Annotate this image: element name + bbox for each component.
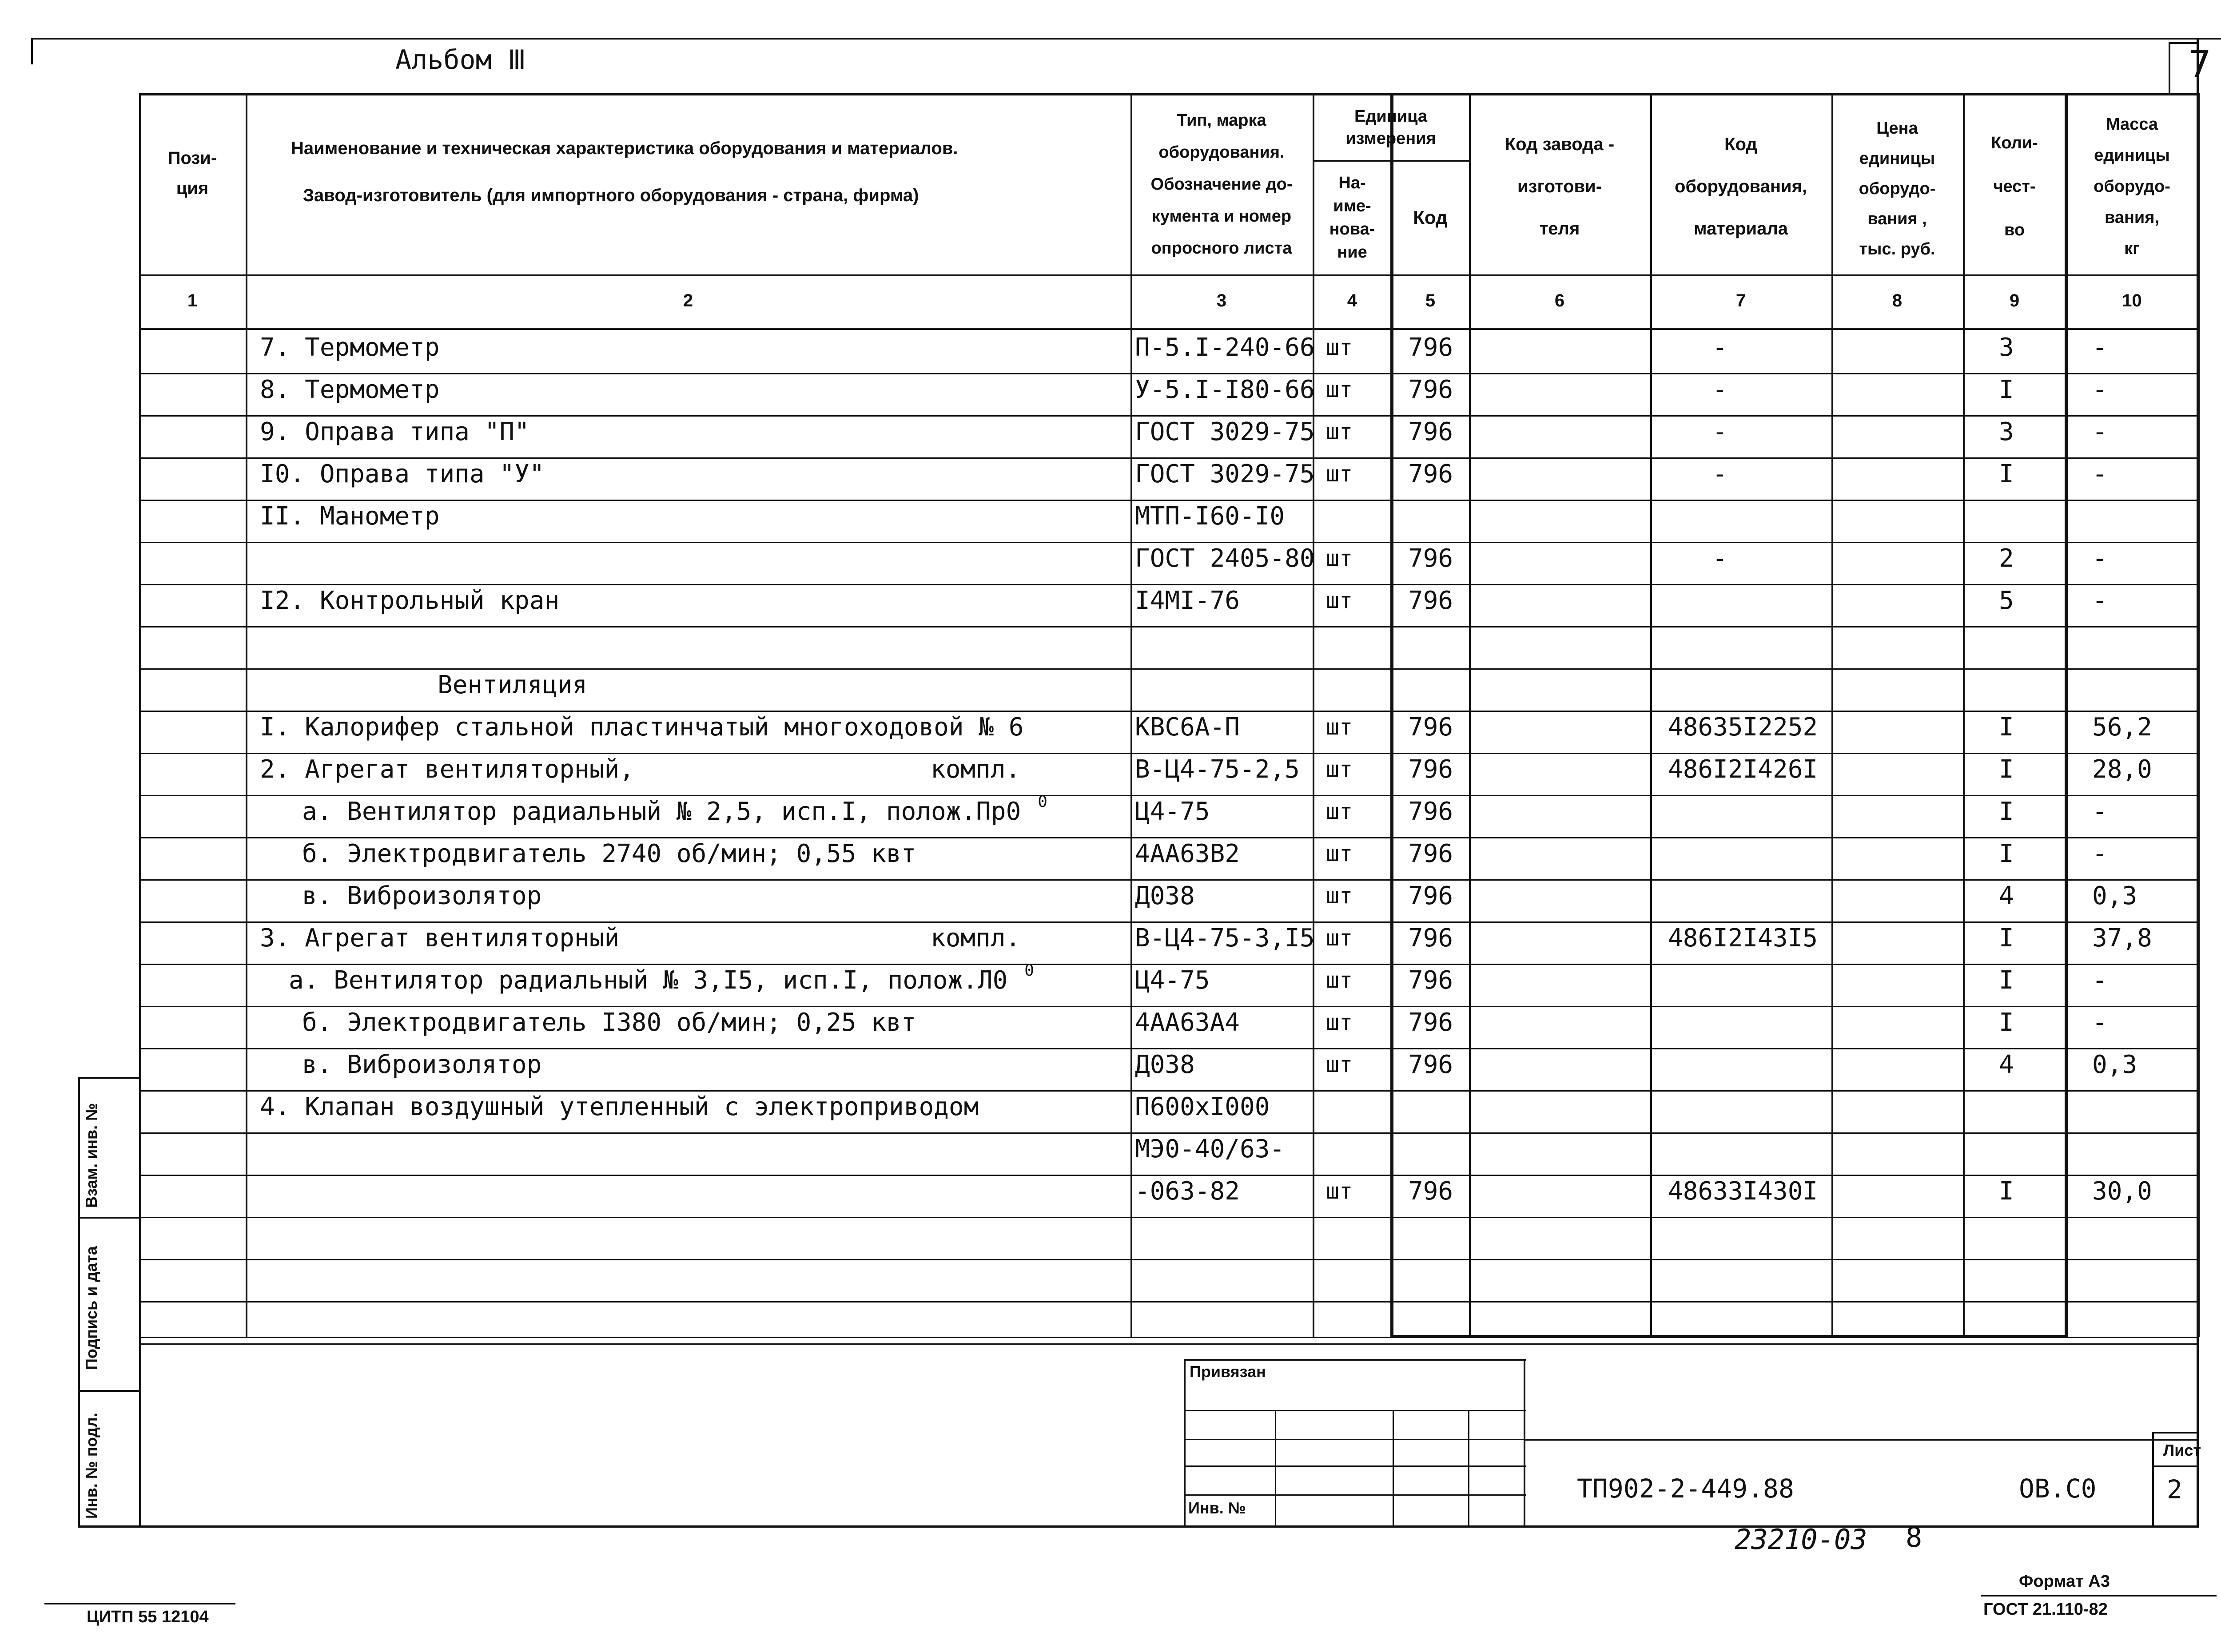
column-number: 9 — [2009, 291, 2020, 310]
item-quantity: I — [1999, 1177, 2014, 1206]
list-box-top — [2152, 1432, 2198, 1434]
item-name: I. Калорифер стальной пластинчатый многоходовой № 6 — [260, 713, 1024, 742]
list-box-left — [2152, 1432, 2154, 1528]
stamp-col-2 — [1393, 1410, 1394, 1528]
item-quantity: 4 — [1999, 882, 2014, 910]
item-mass: - — [2092, 375, 2107, 404]
item-mass: 30,0 — [2092, 1177, 2152, 1206]
header-factory-code: Код завода - изготови- теля — [1505, 134, 1615, 238]
sheetno-box-left — [2169, 42, 2170, 95]
item-name: а. Вентилятор радиальный № 3,I5, исп.I, полож.Л0 — [289, 966, 1008, 995]
frame-bottom — [140, 1525, 2199, 1528]
item-name: 3. Агрегат вентиляторный — [260, 924, 620, 953]
item-equipment-code: - — [1712, 460, 1727, 488]
item-code: 796 — [1408, 1050, 1453, 1079]
list-box-split — [2152, 1465, 2198, 1467]
handwritten-number: 23210-03 — [1735, 1523, 1867, 1556]
header-position: Пози- ция — [167, 148, 217, 198]
item-mass: - — [2092, 966, 2107, 995]
column-line-4 — [1390, 93, 1393, 1337]
column-number: 3 — [1216, 291, 1227, 310]
column-line-1 — [246, 93, 247, 1337]
item-type: Ц4-75 — [1135, 797, 1210, 826]
header-name-line2: Завод-изготовитель (для импортного оборудования - страна, фирма) — [303, 186, 919, 205]
item-unit: шт — [1326, 841, 1353, 866]
item-name: 7. Термометр — [260, 333, 440, 362]
item-quantity: 3 — [1999, 333, 2014, 362]
title-block-top — [1524, 1439, 2198, 1441]
item-mass: - — [2092, 460, 2107, 488]
stamp-col-1 — [1275, 1410, 1276, 1528]
item-code: 796 — [1408, 333, 1453, 362]
item-name: 2. Агрегат вентиляторный, — [260, 755, 634, 784]
item-unit-suffix: компл. — [931, 755, 1021, 784]
item-name: а. Вентилятор радиальный № 2,5, исп.I, полож.Пр0 — [302, 797, 1021, 826]
item-equipment-code: 48635I2252 — [1668, 713, 1818, 742]
item-equipment-code: - — [1712, 544, 1727, 573]
item-code: 796 — [1408, 839, 1453, 868]
column-line-9 — [2065, 93, 2068, 1337]
item-equipment-code: 486I2I43I5 — [1668, 924, 1818, 953]
item-unit: шт — [1326, 1178, 1353, 1204]
footer-rule-right — [1981, 1595, 2217, 1596]
item-mass: 28,0 — [2092, 755, 2152, 784]
item-name: 4. Клапан воздушный утепленный с электроприводом — [260, 1092, 979, 1121]
item-name: I2. Контрольный кран — [260, 586, 560, 615]
body-bottom — [139, 1337, 2198, 1338]
stamp-privyazan: Привязан — [1190, 1362, 1266, 1381]
item-quantity: I — [1999, 713, 2014, 742]
album-title: Альбом Ⅲ — [395, 44, 526, 75]
item-equipment-code: - — [1712, 333, 1727, 362]
item-code: 796 — [1408, 544, 1453, 573]
item-unit-suffix: компл. — [931, 924, 1021, 953]
item-code: 796 — [1408, 586, 1453, 615]
column-line-2 — [1130, 93, 1132, 1337]
item-type: Ц4-75 — [1135, 966, 1210, 995]
item-unit: шт — [1326, 714, 1353, 740]
item-type: -063-82 — [1135, 1177, 1240, 1206]
item-unit: шт — [1326, 925, 1353, 951]
item-mass: - — [2092, 797, 2107, 826]
stamp-col-3 — [1468, 1410, 1469, 1528]
item-quantity: I — [1999, 1008, 2014, 1037]
item-code: 796 — [1408, 1177, 1453, 1206]
item-unit: шт — [1326, 377, 1353, 402]
side-label-inv-podl: Инв. № подл. — [82, 1413, 100, 1519]
frame-tick — [31, 38, 33, 64]
item-quantity: 2 — [1999, 544, 2014, 573]
item-type: МЭ0-40/63- — [1135, 1135, 1285, 1164]
strip-div-1 — [78, 1217, 140, 1219]
stamp-list-label: Лист — [2163, 1441, 2201, 1459]
strip-bottom — [78, 1525, 140, 1528]
item-code: 796 — [1408, 755, 1453, 784]
column-number: 7 — [1735, 291, 1746, 310]
item-type: МТП-I60-I0 — [1135, 502, 1285, 531]
column-number: 1 — [187, 291, 198, 310]
column-number: 8 — [1892, 291, 1903, 310]
column-number: 5 — [1425, 291, 1436, 310]
column-line-10 — [2198, 93, 2200, 1337]
item-name: 9. Оправа типа "П" — [260, 417, 529, 446]
header-mass: Масса единицы оборудо- вания, кг — [2094, 115, 2170, 258]
header-name-line1: Наименование и техническая характеристика оборудования и материалов. — [291, 139, 958, 158]
header-bottom — [139, 274, 2198, 276]
item-quantity: I — [1999, 839, 2014, 868]
column-line-5 — [1469, 93, 1471, 1337]
item-type: I4MI-76 — [1135, 586, 1240, 615]
item-mass: - — [2092, 839, 2107, 868]
item-name: I0. Оправа типа "У" — [260, 460, 545, 488]
item-type: У-5.I-I80-66 — [1135, 375, 1315, 404]
position-degree-mark: 0 — [1024, 961, 1034, 980]
item-type: Д038 — [1135, 1050, 1195, 1079]
stamp-doc-code: ТП902-2-449.88 — [1577, 1473, 1794, 1504]
footer-rule-left — [44, 1603, 235, 1604]
item-mass: 0,3 — [2092, 1050, 2137, 1079]
column-line-3 — [1313, 93, 1314, 1337]
row-line — [139, 626, 2198, 627]
item-code: 796 — [1408, 966, 1453, 995]
item-mass: 0,3 — [2092, 882, 2137, 910]
stamp-section: ОВ.С0 — [2019, 1473, 2097, 1504]
item-unit: шт — [1326, 419, 1353, 445]
item-quantity: I — [1999, 966, 2014, 995]
item-quantity: I — [1999, 375, 2014, 404]
item-type: В-Ц4-75-3,I5 — [1135, 924, 1315, 953]
stamp-inv-no: Инв. № — [1188, 1499, 1246, 1517]
header-unit-code: Код — [1413, 207, 1448, 228]
item-type: 4АА63А4 — [1135, 1008, 1240, 1037]
stamp-left — [1184, 1359, 1186, 1528]
row-line — [139, 1259, 2198, 1260]
strip-top — [78, 1077, 140, 1079]
item-code: 796 — [1408, 713, 1453, 742]
item-type: Д038 — [1135, 882, 1195, 910]
item-code: 796 — [1408, 375, 1453, 404]
item-mass: - — [2092, 417, 2107, 446]
side-label-vzam: Взам. инв. № — [82, 1103, 100, 1208]
stamp-row-1 — [1184, 1410, 1526, 1411]
position-degree-mark: 0 — [1038, 793, 1047, 811]
item-code: 796 — [1408, 924, 1453, 953]
item-type: ГОСТ 3029-75 — [1135, 417, 1315, 446]
item-equipment-code: 486I2I426I — [1668, 755, 1818, 784]
item-code: 796 — [1408, 460, 1453, 488]
item-name: II. Манометр — [260, 502, 440, 531]
stamp-list-number: 2 — [2167, 1474, 2182, 1505]
footer-gost: ГОСТ 21.110-82 — [1983, 1600, 2108, 1619]
item-type: В-Ц4-75-2,5 — [1135, 755, 1300, 784]
column-number: 10 — [2122, 291, 2142, 310]
item-name: б. Электродвигатель 2740 об/мин; 0,55 квт — [302, 839, 916, 868]
item-mass: 37,8 — [2092, 924, 2152, 953]
row-line — [139, 1343, 2198, 1345]
stamp-top — [1184, 1359, 1526, 1361]
stamp-right — [1524, 1359, 1525, 1528]
strip-div-2 — [78, 1390, 140, 1392]
header-unit-name: На- име- нова- ние — [1329, 174, 1375, 262]
side-label-podpis: Подпись и дата — [82, 1246, 100, 1370]
stamp-row-2 — [1184, 1439, 1526, 1440]
item-unit: шт — [1326, 545, 1353, 571]
item-quantity: I — [1999, 797, 2014, 826]
item-quantity: 4 — [1999, 1050, 2014, 1079]
item-name: в. Виброизолятор — [302, 1050, 542, 1079]
item-unit: шт — [1326, 334, 1353, 360]
item-mass: - — [2092, 544, 2107, 573]
item-type: П600хI000 — [1135, 1092, 1270, 1121]
header-type: Тип, марка оборудования. Обозначение до- кумента и номер опросного листа — [1150, 111, 1293, 258]
column-number: 6 — [1554, 291, 1565, 310]
item-type: КВС6А-П — [1135, 713, 1240, 742]
header-unit: Единица измерения — [1345, 107, 1436, 148]
item-mass: - — [2092, 333, 2107, 362]
item-equipment-code: - — [1712, 417, 1727, 446]
item-code: 796 — [1408, 882, 1453, 910]
item-unit: шт — [1326, 756, 1353, 782]
header-equip-code: Код оборудования, материала — [1674, 134, 1807, 238]
stamp-row-4 — [1184, 1494, 1526, 1496]
column-number: 4 — [1347, 291, 1357, 310]
item-unit: шт — [1326, 798, 1353, 824]
column-line-8 — [1963, 93, 1965, 1337]
stamp-row-3 — [1184, 1465, 1526, 1467]
item-quantity: 3 — [1999, 417, 2014, 446]
footer-cipt: ЦИТП 55 12104 — [87, 1608, 209, 1626]
item-unit: шт — [1326, 588, 1353, 613]
item-type: 4АА63В2 — [1135, 839, 1240, 868]
item-mass: - — [2092, 1008, 2107, 1037]
item-quantity: I — [1999, 755, 2014, 784]
column-line-6 — [1650, 93, 1652, 1337]
sheet-number-top: 7 — [2188, 42, 2212, 86]
frame-left-strip — [78, 1077, 80, 1528]
item-quantity: I — [1999, 924, 2014, 953]
item-type: ГОСТ 2405-80 — [1135, 544, 1315, 573]
item-equipment-code: 48633I430I — [1668, 1177, 1818, 1206]
item-unit: шт — [1326, 1009, 1353, 1035]
handwritten-page: 8 — [1906, 1521, 1922, 1553]
item-quantity: I — [1999, 460, 2014, 488]
item-name: б. Электродвигатель I380 об/мин; 0,25 квт — [302, 1008, 916, 1037]
frame-top — [31, 38, 2221, 40]
item-name: в. Виброизолятор — [302, 882, 542, 910]
row-line — [139, 1217, 2198, 1218]
item-type: ГОСТ 3029-75 — [1135, 460, 1315, 488]
item-code: 796 — [1408, 797, 1453, 826]
item-name: Вентиляция — [438, 671, 588, 699]
item-mass: - — [2092, 586, 2107, 615]
item-code: 796 — [1408, 1008, 1453, 1037]
column-line-7 — [1831, 93, 1833, 1337]
row-line — [139, 1301, 2198, 1303]
header-quantity: Коли- чест- во — [1991, 134, 2038, 239]
item-equipment-code: - — [1712, 375, 1727, 404]
item-code: 796 — [1408, 417, 1453, 446]
item-quantity: 5 — [1999, 586, 2014, 615]
item-unit: шт — [1326, 967, 1353, 993]
footer-format: Формат А3 — [2019, 1572, 2110, 1591]
item-unit: шт — [1326, 461, 1353, 487]
item-unit: шт — [1326, 883, 1353, 909]
header-price: Цена единицы оборудо- вания , тыс. руб. — [1859, 119, 1936, 258]
item-name: 8. Термометр — [260, 375, 440, 404]
column-number: 2 — [683, 291, 693, 310]
item-type: П-5.I-240-66 — [1135, 333, 1315, 362]
item-mass: 56,2 — [2092, 713, 2152, 742]
item-unit: шт — [1326, 1052, 1353, 1077]
